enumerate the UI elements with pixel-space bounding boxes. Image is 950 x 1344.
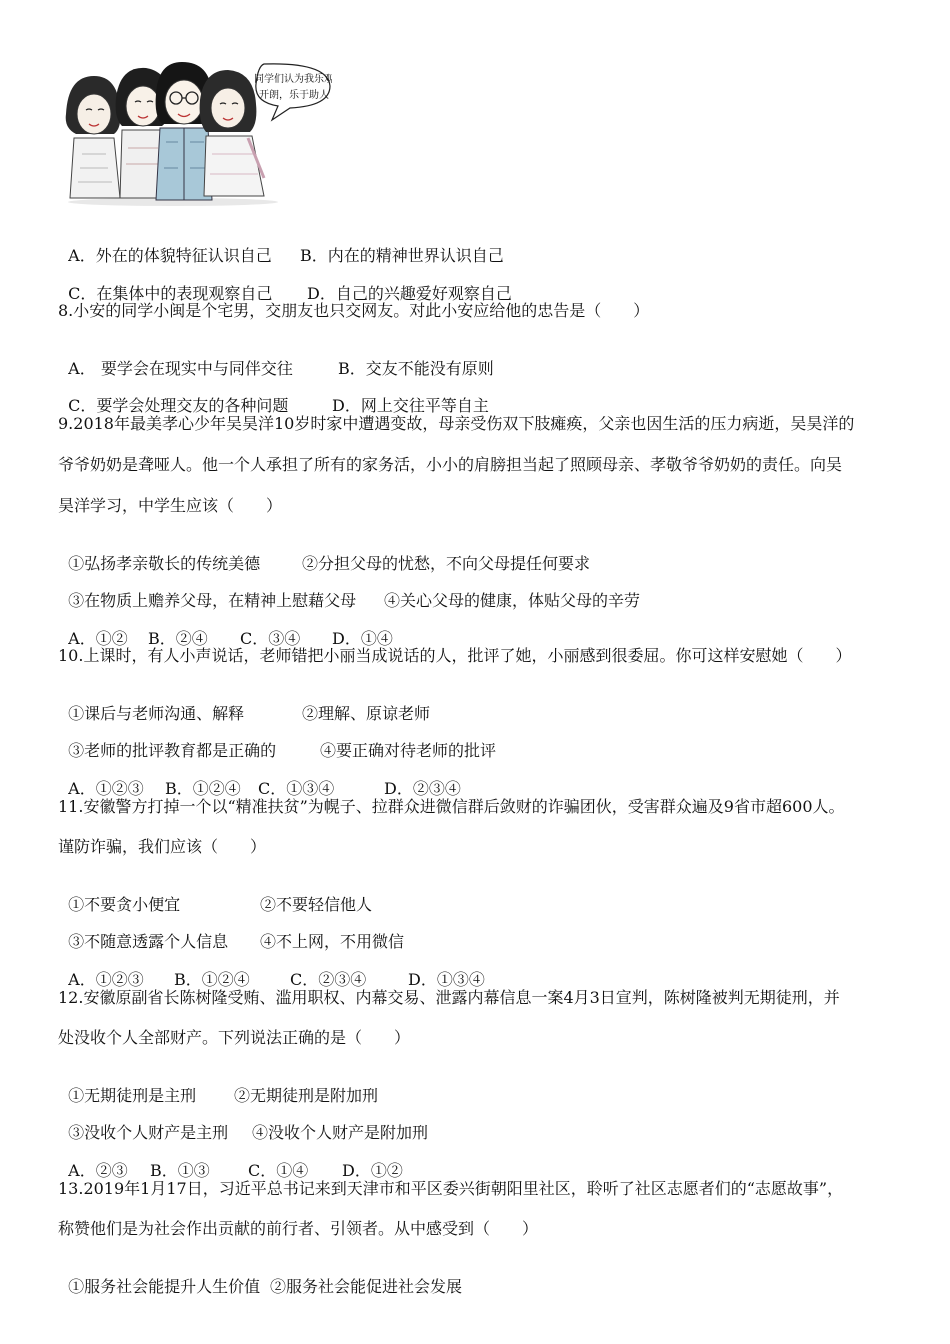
q12-options [58,1141,403,1181]
q9-stem-line-1: 9.2018年最美孝心少年吴昊洋10岁时家中遭遇变故，母亲受伤双下肢瘫痪，父亲也因生活的压力病逝，吴昊洋的 [58,414,855,433]
q9-item-3: ③在物质上赡养父母，在精神上慰藉父母 [68,591,357,610]
q8-options-row-1 [58,339,494,379]
q12-item-4: ④没收个人财产是附加刑 [252,1123,429,1142]
q7-option-b: B．内在的精神世界认识自己 [300,246,504,265]
q11-items-row-2 [58,912,405,952]
q8-option-c: C．要学会处理交友的各种问题 [68,396,289,415]
q10-items-row-2 [58,721,497,761]
q12-option-d: D．①② [342,1161,403,1180]
q12-stem-line-2: 处没收个人全部财产。下列说法正确的是（ ） [58,1028,411,1047]
q11-item-1: ①不要贪小便宜 [68,895,181,914]
q11-option-d: D．①③④ [408,970,485,989]
q8-option-d: D．网上交往平等自主 [332,396,489,415]
q7-option-a: A．外在的体貌特征认识自己 [68,246,272,265]
q12-item-3: ③没收个人财产是主刑 [68,1123,229,1142]
q9-stem-line-3: 昊洋学习，中学生应该（ ） [58,496,283,515]
q10-stem: 10.上课时，有人小声说话，老师错把小丽当成说话的人，批评了她，小丽感到很委屈。你可这样安慰她（ ） [58,646,852,665]
speech-bubble-line-1: 同学们认为我乐观 [254,74,332,85]
student-figure-3 [156,62,213,200]
q11-stem-line-1: 11.安徽警方打掉一个以“精准扶贫”为幌子、拉群众进微信群后敛财的诈骗团伙，受害群众遍及9省市超600人。 [58,797,845,816]
q12-item-1: ①无期徒刑是主刑 [68,1086,197,1105]
q8-option-a: A． 要学会在现实中与同伴交往 [68,359,293,378]
q10-option-a: A．①②③ [68,779,144,798]
q9-item-1: ①弘扬孝亲敬长的传统美德 [68,554,261,573]
q10-items-row-1 [58,684,431,724]
speech-bubble-line-2: 开朗，乐于助人 [259,90,329,101]
q7-options-row-2 [58,264,512,304]
q11-item-2: ②不要轻信他人 [260,895,373,914]
q7-options-row-1 [58,226,504,266]
q8-options-row-2 [58,376,489,416]
q10-item-3: ③老师的批评教育都是正确的 [68,741,277,760]
students-drawing [58,58,332,206]
q10-option-d: D．②③④ [384,779,461,798]
q10-options [58,759,461,799]
q9-option-c: C．③④ [240,629,301,648]
q9-options [58,609,393,649]
q11-item-4: ④不上网，不用微信 [260,932,405,951]
q9-items-row-1 [58,534,591,574]
q13-item-1: ①服务社会能提升人生价值 [68,1277,261,1296]
q8-option-b: B．交友不能没有原则 [338,359,494,378]
q11-stem-line-2: 谨防诈骗，我们应该（ ） [58,837,267,856]
q10-item-2: ②理解、原谅老师 [302,704,431,723]
q13-stem-line-2: 称赞他们是为社会作出贡献的前行者、引领者。从中感受到（ ） [58,1219,539,1238]
q9-item-4: ④关心父母的健康，体贴父母的辛劳 [384,591,641,610]
q12-stem-line-1: 12.安徽原副省长陈树隆受贿、滥用职权、内幕交易、泄露内幕信息一案4月3日宣判，陈树隆被判无期徒刑，并 [58,988,840,1007]
q11-option-a: A．①②③ [68,970,144,989]
q9-item-2: ②分担父母的忧愁，不向父母提任何要求 [302,554,591,573]
q9-items-row-2 [58,571,641,611]
q10-option-c: C．①③④ [258,779,335,798]
q7-option-c: C．在集体中的表现观察自己 [68,284,273,303]
q12-option-a: A．②③ [68,1161,128,1180]
q11-items-row-1 [58,875,373,915]
q10-item-4: ④要正确对待老师的批评 [320,741,497,760]
q13-items-row-1 [58,1257,463,1297]
q9-option-a: A．①② [68,629,128,648]
q11-item-3: ③不随意透露个人信息 [68,932,229,951]
q10-option-b: B．①②④ [165,779,241,798]
q7-option-d: D．自己的兴趣爱好观察自己 [307,284,512,303]
q9-stem-line-2: 爷爷奶奶是聋哑人。他一个人承担了所有的家务活，小小的肩膀担当起了照顾母亲、孝敬爷爷奶奶的责任。向吴 [58,455,843,474]
students-illustration [58,58,332,206]
q12-item-2: ②无期徒刑是附加刑 [234,1086,379,1105]
q11-options [58,950,485,990]
q12-option-c: C．①④ [248,1161,309,1180]
q9-option-d: D．①④ [332,629,393,648]
q12-items-row-2 [58,1103,429,1143]
q9-option-b: B．②④ [148,629,208,648]
q12-items-row-1 [58,1066,379,1106]
q13-item-2: ②服务社会能促进社会发展 [270,1277,463,1296]
q8-stem: 8.小安的同学小闽是个宅男，交朋友也只交网友。对此小安应给他的忠告是（ ） [58,301,650,320]
q11-option-b: B．①②④ [174,970,250,989]
q11-option-c: C．②③④ [290,970,367,989]
q13-stem-line-1: 13.2019年1月17日，习近平总书记来到天津市和平区委兴街朝阳里社区，聆听了社区志愿者们的“志愿故事”， [58,1179,844,1198]
q12-option-b: B．①③ [150,1161,210,1180]
q10-item-1: ①课后与老师沟通、解释 [68,704,245,723]
